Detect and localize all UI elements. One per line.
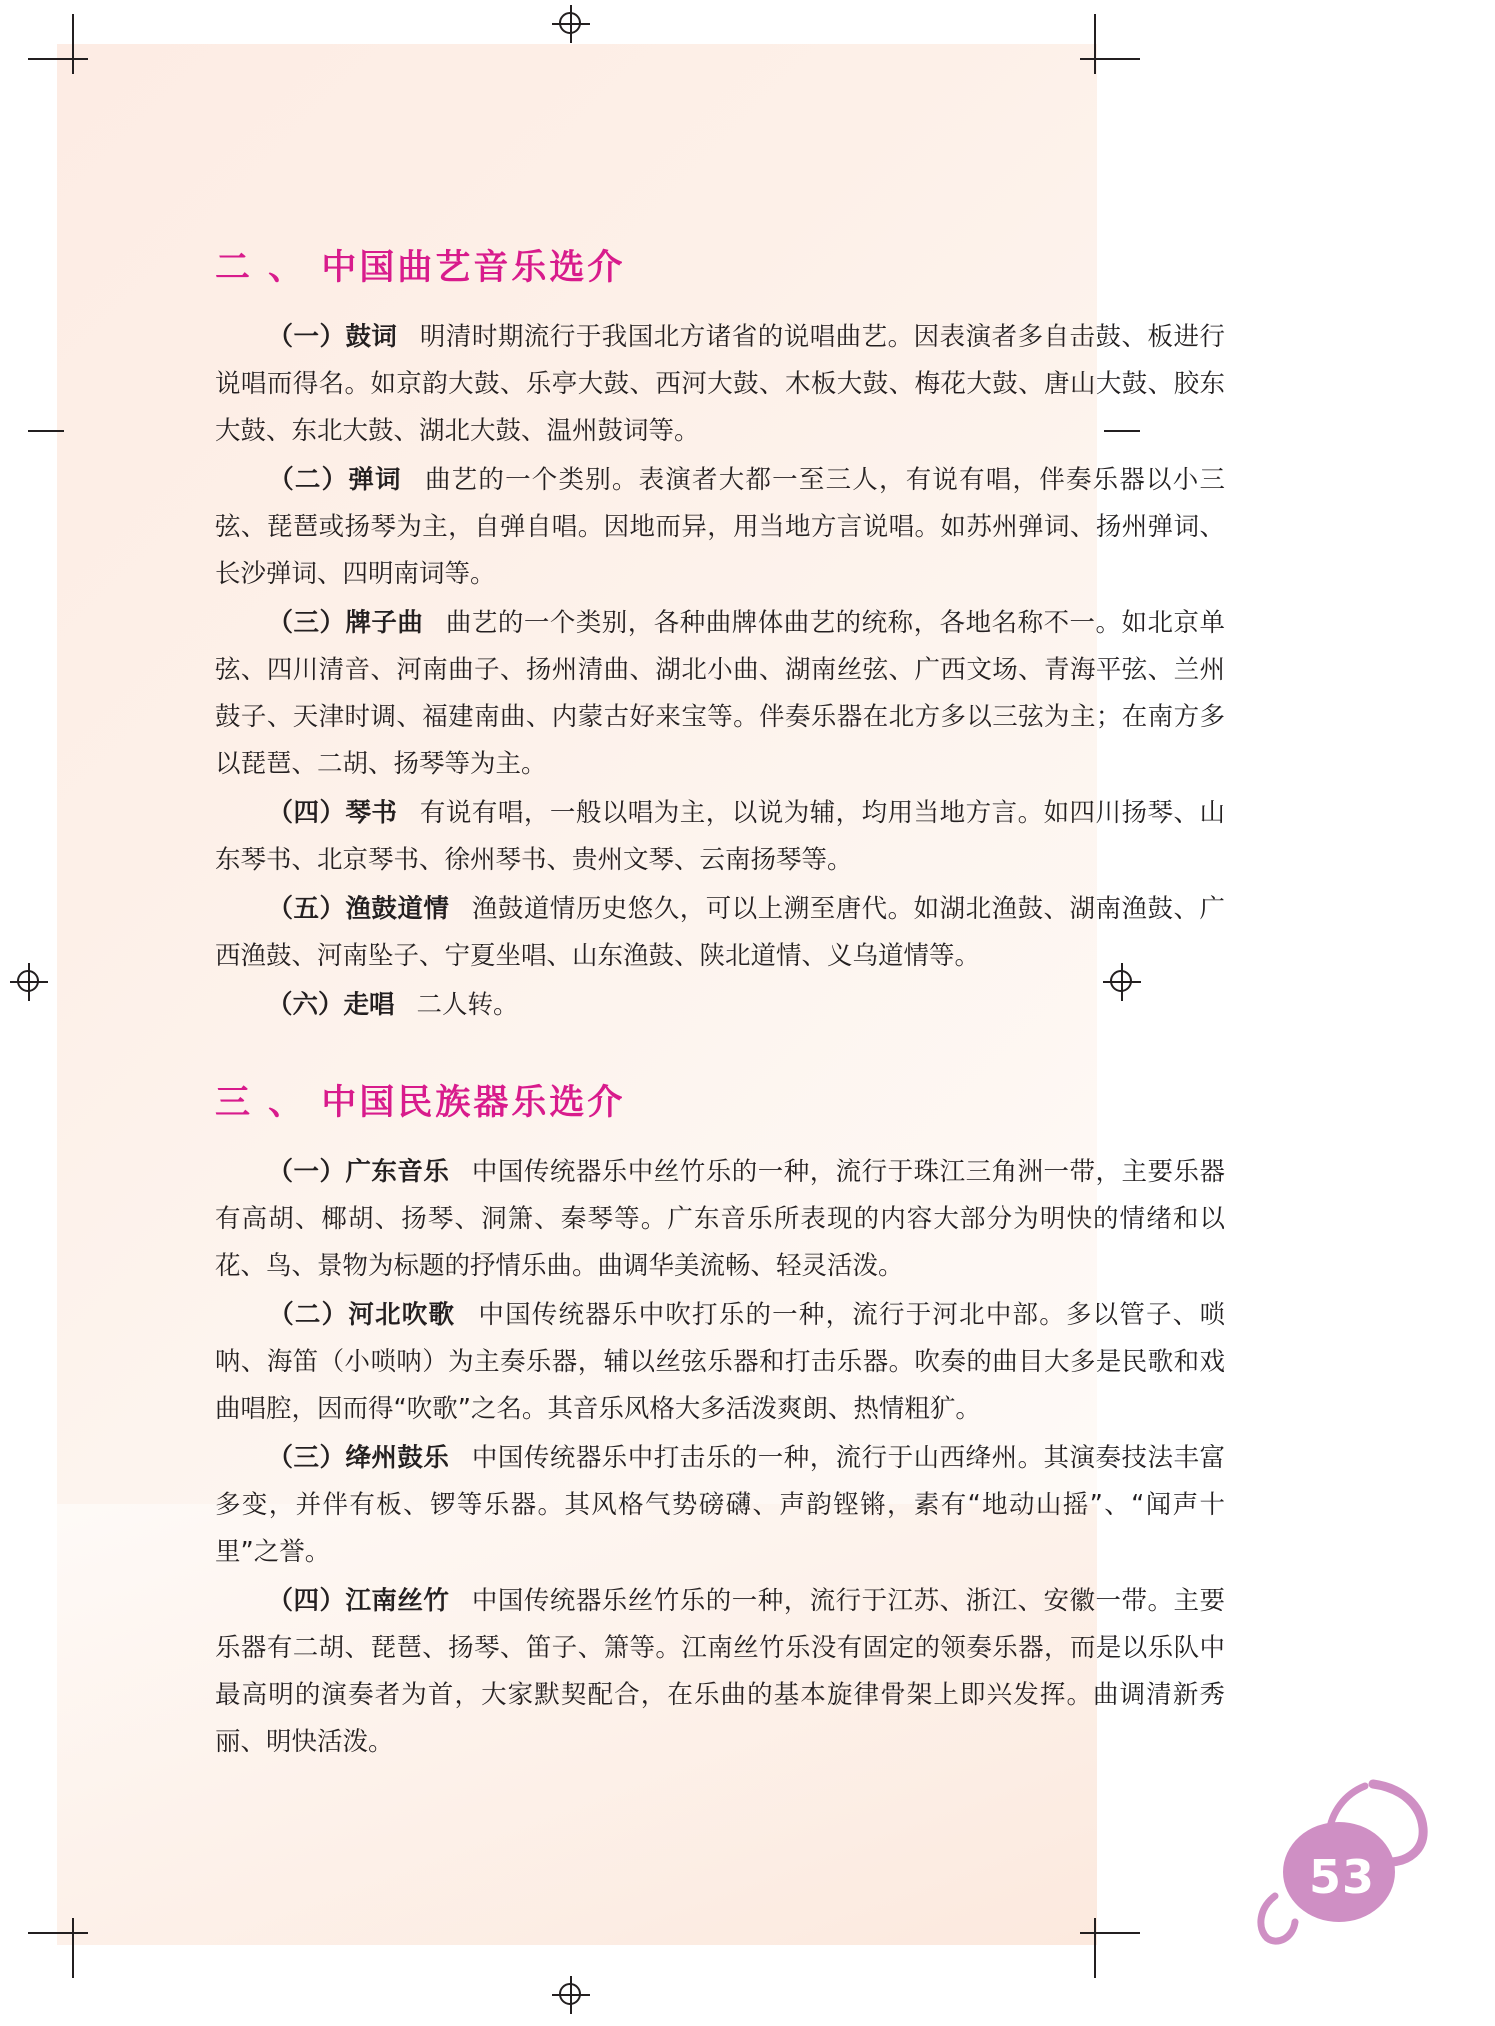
paragraph-guangdong-yinyue [215,1149,1225,1290]
crop-mark-bottom-right [1080,1918,1140,1978]
term-label-jiangzhou-guyue: （三）绛州鼓乐 [267,1443,450,1473]
paragraph-yu-gu-dao-qing [215,886,1225,980]
registration-mark-left [10,963,48,1001]
crop-mark-top-left [28,14,88,74]
term-label-tan-ci: （二）弹词 [267,465,402,495]
term-text-pai-zi-qu: 曲艺的一个类别，各种曲牌体曲艺的统称，各地名称不一。如北京单弦、四川清音、河南曲子、扬州清曲、湖北小曲、湖南丝弦、广西文场、青海平弦、兰州鼓子、天津时调、福建南曲、内蒙古好来宝等。伴奏乐器在北方多以三弦为主；在南方多以琵琶、二胡、扬琴等为主。 [215,608,1225,779]
term-text-jiangzhou-guyue: 中国传统器乐中打击乐的一种，流行于山西绛州。其演奏技法丰富多变，并伴有板、锣等乐器。其风格气势磅礴、声韵铿锵，素有“地动山摇”、“闻声十里”之誉。 [215,1443,1225,1567]
term-label-hebei-chuige: （二）河北吹歌 [267,1300,456,1330]
paragraph-gu-ci [215,314,1225,455]
term-text-guangdong-yinyue: 中国传统器乐中丝竹乐的一种，流行于珠江三角洲一带，主要乐器有高胡、椰胡、扬琴、洞箫、秦琴等。广东音乐所表现的内容大部分为明快的情绪和以花、鸟、景物为标题的抒情乐曲。曲调华美流畅、轻灵活泼。 [215,1157,1225,1281]
term-text-jiangnan-sizhu: 中国传统器乐丝竹乐的一种，流行于江苏、浙江、安徽一带。主要乐器有二胡、琵琶、扬琴、笛子、箫等。江南丝竹乐没有固定的领奏乐器，而是以乐队中最高明的演奏者为首，大家默契配合，在乐曲的基本旋律骨架上即兴发挥。曲调清新秀丽、明快活泼。 [215,1586,1225,1757]
section-title-3: 三 、 中国民族器乐选介 [215,1083,626,1123]
trim-tick-left-upper [28,430,64,432]
term-text-hebei-chuige: 中国传统器乐中吹打乐的一种，流行于河北中部。多以管子、唢呐、海笛（小唢呐）为主奏乐器，辅以丝弦乐器和打击乐器。吹奏的曲目大多是民歌和戏曲唱腔，因而得“吹歌”之名。其音乐风格大多活泼爽朗、热情粗犷。 [215,1300,1225,1424]
term-text-tan-ci: 曲艺的一个类别。表演者大都一至三人，有说有唱，伴奏乐器以小三弦、琵琶或扬琴为主，自弹自唱。因地而异，用当地方言说唱。如苏州弹词、扬州弹词、长沙弹词、四明南词等。 [215,465,1225,589]
term-label-gu-ci: （一）鼓词 [267,322,398,352]
paragraph-tan-ci [215,457,1225,598]
registration-mark-top [552,5,590,43]
page-folio [1253,1776,1443,1946]
paragraph-hebei-chuige [215,1292,1225,1433]
term-text-yu-gu-dao-qing: 渔鼓道情历史悠久，可以上溯至唐代。如湖北渔鼓、湖南渔鼓、广西渔鼓、河南坠子、宁夏坐唱、山东渔鼓、陕北道情、义乌道情等。 [215,894,1225,971]
page-number: 53 [1309,1850,1376,1904]
section-title-2: 二 、 中国曲艺音乐选介 [215,248,626,288]
term-label-yu-gu-dao-qing: （五）渔鼓道情 [267,894,450,924]
term-text-gu-ci: 明清时期流行于我国北方诸省的说唱曲艺。因表演者多自击鼓、板进行说唱而得名。如京韵大鼓、乐亭大鼓、西河大鼓、木板大鼓、梅花大鼓、唐山大鼓、胶东大鼓、东北大鼓、湖北大鼓、温州鼓词等。 [215,322,1225,446]
page-content [215,240,1225,1768]
registration-mark-bottom [552,1976,590,2014]
paragraph-qin-shu [215,790,1225,884]
paragraph-pai-zi-qu [215,600,1225,788]
term-label-guangdong-yinyue: （一）广东音乐 [267,1157,450,1187]
term-label-zou-chang: （六）走唱 [267,990,395,1020]
term-text-qin-shu: 有说有唱，一般以唱为主，以说为辅，均用当地方言。如四川扬琴、山东琴书、北京琴书、徐州琴书、贵州文琴、云南扬琴等。 [215,798,1225,875]
term-label-qin-shu: （四）琴书 [267,798,398,828]
term-text-zou-chang: 二人转。 [416,990,519,1020]
paragraph-jiangzhou-guyue [215,1435,1225,1576]
term-label-jiangnan-sizhu: （四）江南丝竹 [267,1586,450,1616]
term-label-pai-zi-qu: （三）牌子曲 [267,608,424,638]
crop-mark-bottom-left [28,1918,88,1978]
paragraph-zou-chang [215,982,1225,1029]
paragraph-jiangnan-sizhu [215,1578,1225,1766]
crop-mark-top-right [1080,14,1140,74]
